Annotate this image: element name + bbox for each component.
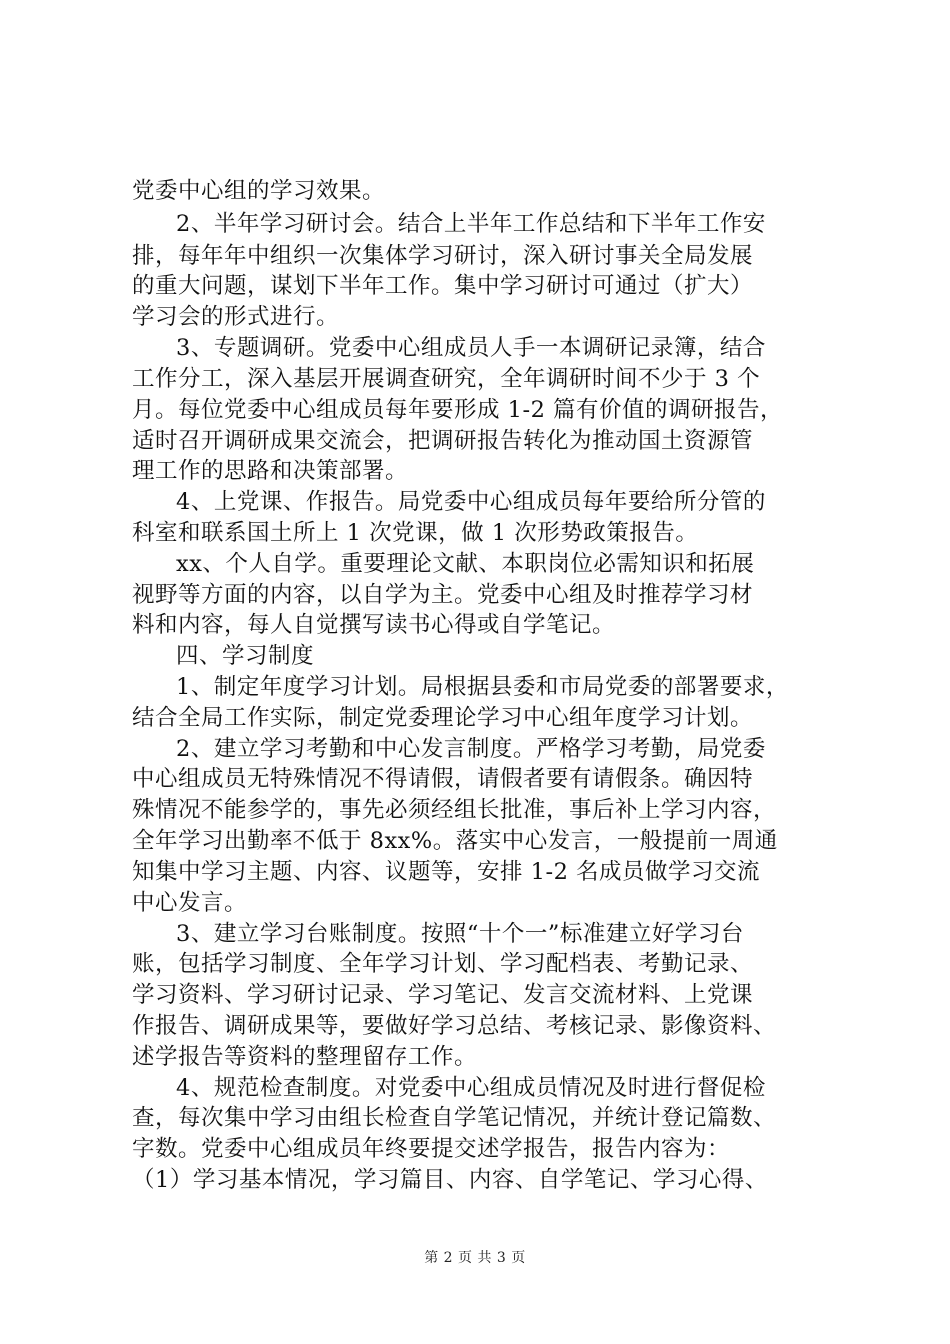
text-line: 结合全局工作实际，制定党委理论学习中心组年度学习计划。 [132,705,754,731]
text-line: 理工作的思路和决策部署。 [132,458,409,484]
text-line: 工作分工，深入基层开展调查研究，全年调研时间不少于 3 个 [132,366,761,392]
text-line: 述学报告等资料的整理留存工作。 [132,1044,478,1070]
text-line: 查，每次集中学习由组长检查自学笔记情况，并统计登记篇数、 [132,1105,777,1131]
text-line: 视野等方面的内容，以自学为主。党委中心组及时推荐学习材 [132,582,754,608]
text-line: 字数。党委中心组成员年终要提交述学报告，报告内容为： [132,1136,731,1162]
text-line: 4、规范检查制度。对党委中心组成员情况及时进行督促检 [176,1075,766,1101]
text-line: （1）学习基本情况，学习篇目、内容、自学笔记、学习心得、 [132,1167,768,1193]
text-line: 全年学习出勤率不低于 8xx%。落实中心发言，一般提前一周通 [132,828,778,854]
text-line: 2、建立学习考勤和中心发言制度。严格学习考勤，局党委 [176,736,766,762]
text-line: 1、制定年度学习计划。局根据县委和市局党委的部署要求， [176,674,789,700]
text-line: 4、上党课、作报告。局党委中心组成员每年要给所分管的 [176,489,766,515]
text-line: 排，每年年中组织一次集体学习研讨，深入研讨事关全局发展 [132,243,754,269]
text-line: 科室和联系国土所上 1 次党课，做 1 次形势政策报告。 [132,520,699,546]
text-line: 3、建立学习台账制度。按照“十个一”标准建立好学习台 [176,921,744,947]
text-line: xx、个人自学。重要理论文献、本职岗位必需知识和拓展 [176,551,755,577]
text-line: 的重大问题，谋划下半年工作。集中学习研讨可通过（扩大） [132,273,754,299]
section-heading: 四、学习制度 [176,643,315,669]
text-line: 中心组成员无特殊情况不得请假，请假者要有请假条。确因特 [132,766,754,792]
text-line: 账，包括学习制度、全年学习计划、学习配档表、考勤记录、 [132,951,754,977]
page-number-footer: 第 2 页 共 3 页 [424,1250,526,1266]
text-line: 学习资料、学习研讨记录、学习笔记、发言交流材料、上党课 [132,982,754,1008]
text-line: 殊情况不能参学的，事先必须经组长批准，事后补上学习内容， [132,797,777,823]
text-line: 知集中学习主题、内容、议题等，安排 1-2 名成员做学习交流 [132,859,761,885]
text-line: 党委中心组的学习效果。 [132,178,386,204]
text-line: 中心发言。 [132,890,248,916]
text-line: 3、专题调研。党委中心组成员人手一本调研记录簿，结合 [176,335,766,361]
text-line: 作报告、调研成果等，要做好学习总结、考核记录、影像资料、 [132,1013,777,1039]
text-line: 学习会的形式进行。 [132,304,340,330]
text-line: 料和内容，每人自觉撰写读书心得或自学笔记。 [132,612,616,638]
text-line: 月。每位党委中心组成员每年要形成 1-2 篇有价值的调研报告， [132,397,784,423]
text-line: 2、半年学习研讨会。结合上半年工作总结和下半年工作安 [176,211,766,237]
text-line: 适时召开调研成果交流会，把调研报告转化为推动国土资源管 [132,428,754,454]
